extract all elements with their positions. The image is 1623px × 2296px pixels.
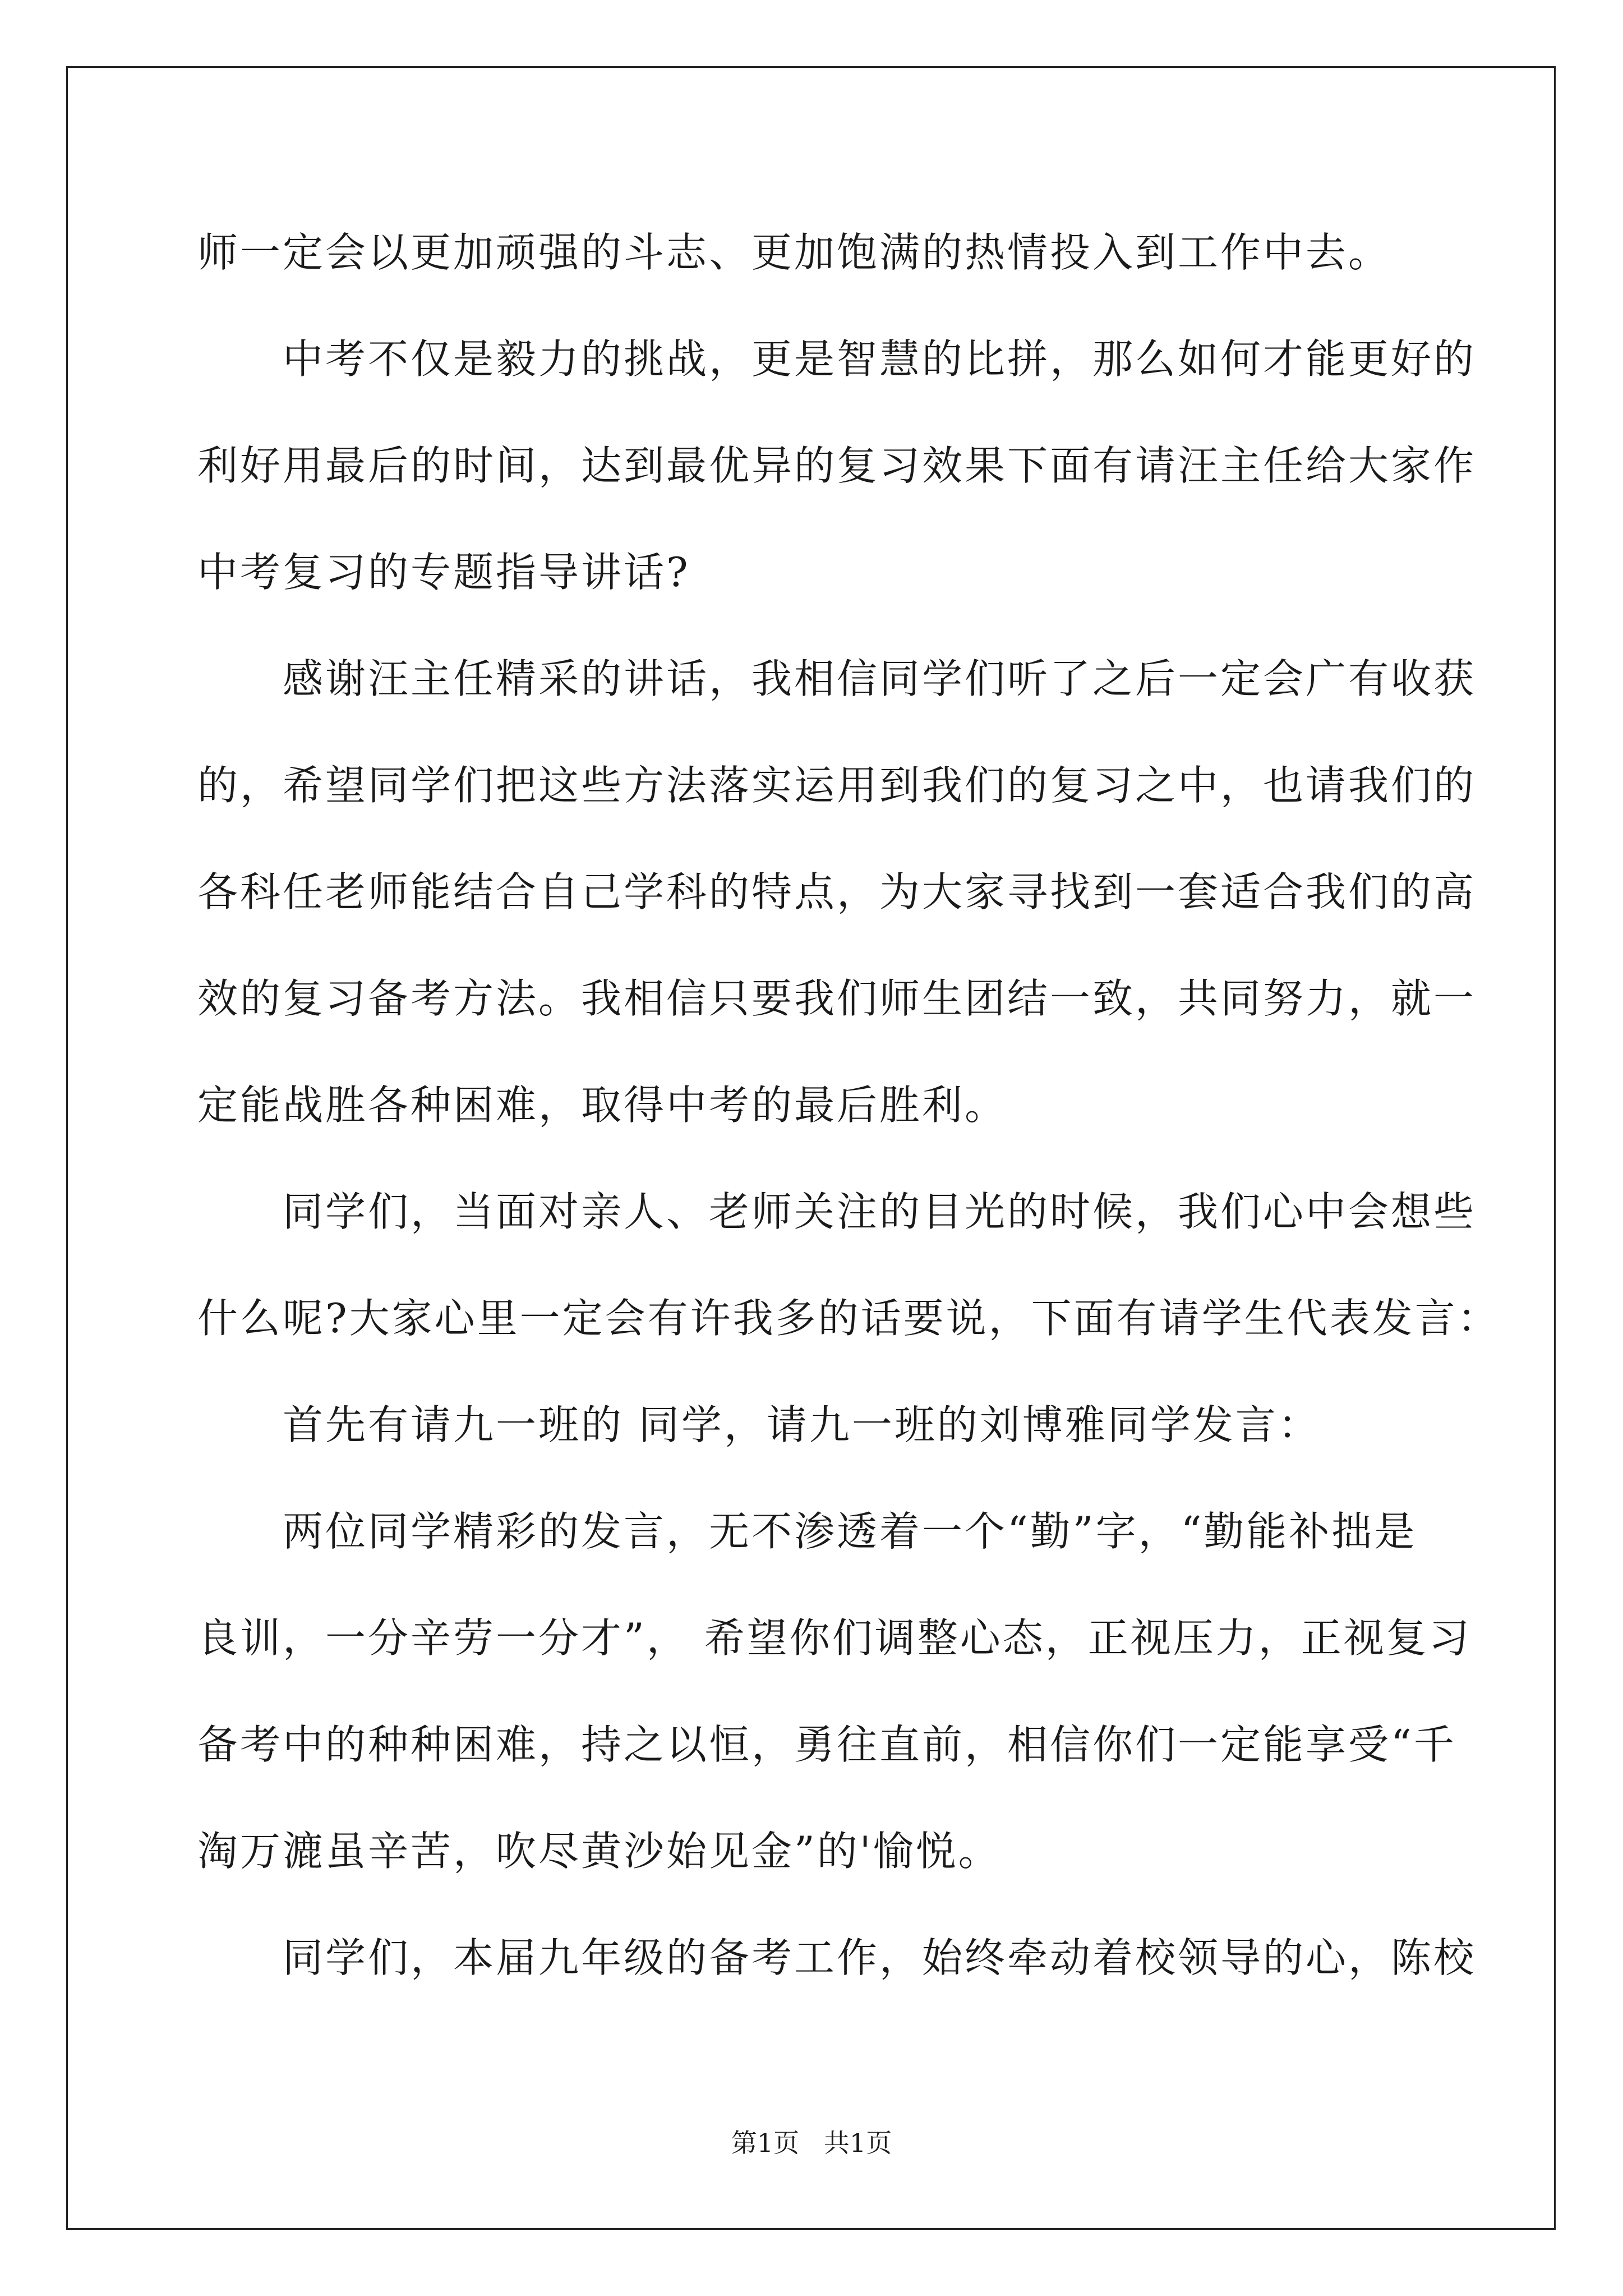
text-line: 良训，一分辛劳一分才”， 希望你们调整心态，正视压力，正视复习 <box>197 1614 1472 1662</box>
text-line: 各科任老师能结合自己学科的特点，为大家寻找到一套适合我们的高 <box>197 868 1477 915</box>
text-line: 定能战胜各种困难，取得中考的最后胜利。 <box>197 1082 1008 1129</box>
text-line: 感谢汪主任精采的讲话，我相信同学们听了之后一定会广有收获 <box>283 655 1477 702</box>
text-line: 效的复习备考方法。我相信只要我们师生团结一致，共同努力，就一 <box>197 975 1477 1022</box>
text-line: 中考不仅是毅力的挑战，更是智慧的比拼，那么如何才能更好的 <box>283 335 1477 383</box>
text-line: 利好用最后的时间，达到最优异的复习效果下面有请汪主任给大家作 <box>197 442 1477 489</box>
text-line: 淘万漉虽辛苦，吹尽黄沙始见金”的'愉悦。 <box>197 1828 1001 1875</box>
text-line: 中考复习的专题指导讲话? <box>197 549 690 596</box>
text-line: 的，希望同学们把这些方法落实运用到我们的复习之中，也请我们的 <box>197 762 1477 809</box>
text-line: 什么呢?大家心里一定会有许我多的话要说，下面有请学生代表发言： <box>197 1295 1500 1342</box>
page-number: 第1页 共1页 <box>731 2128 892 2158</box>
text-line: 同学们，当面对亲人、老师关注的目光的时候，我们心中会想些 <box>283 1188 1477 1235</box>
text-line: 备考中的种种困难，持之以恒，勇往直前，相信你们一定能享受“千 <box>197 1721 1456 1768</box>
document-body <box>197 216 1500 2028</box>
text-line: 两位同学精彩的发言，无不渗透着一个“勤”字，“勤能补拙是 <box>283 1508 1417 1555</box>
text-line: 首先有请九一班的 同学，请九一班的刘博雅同学发言： <box>283 1401 1321 1448</box>
text-line: 同学们，本届九年级的备考工作，始终牵动着校领导的心，陈校 <box>283 1934 1477 1981</box>
text-line: 师一定会以更加顽强的斗志、更加饱满的热情投入到工作中去。 <box>197 229 1391 276</box>
